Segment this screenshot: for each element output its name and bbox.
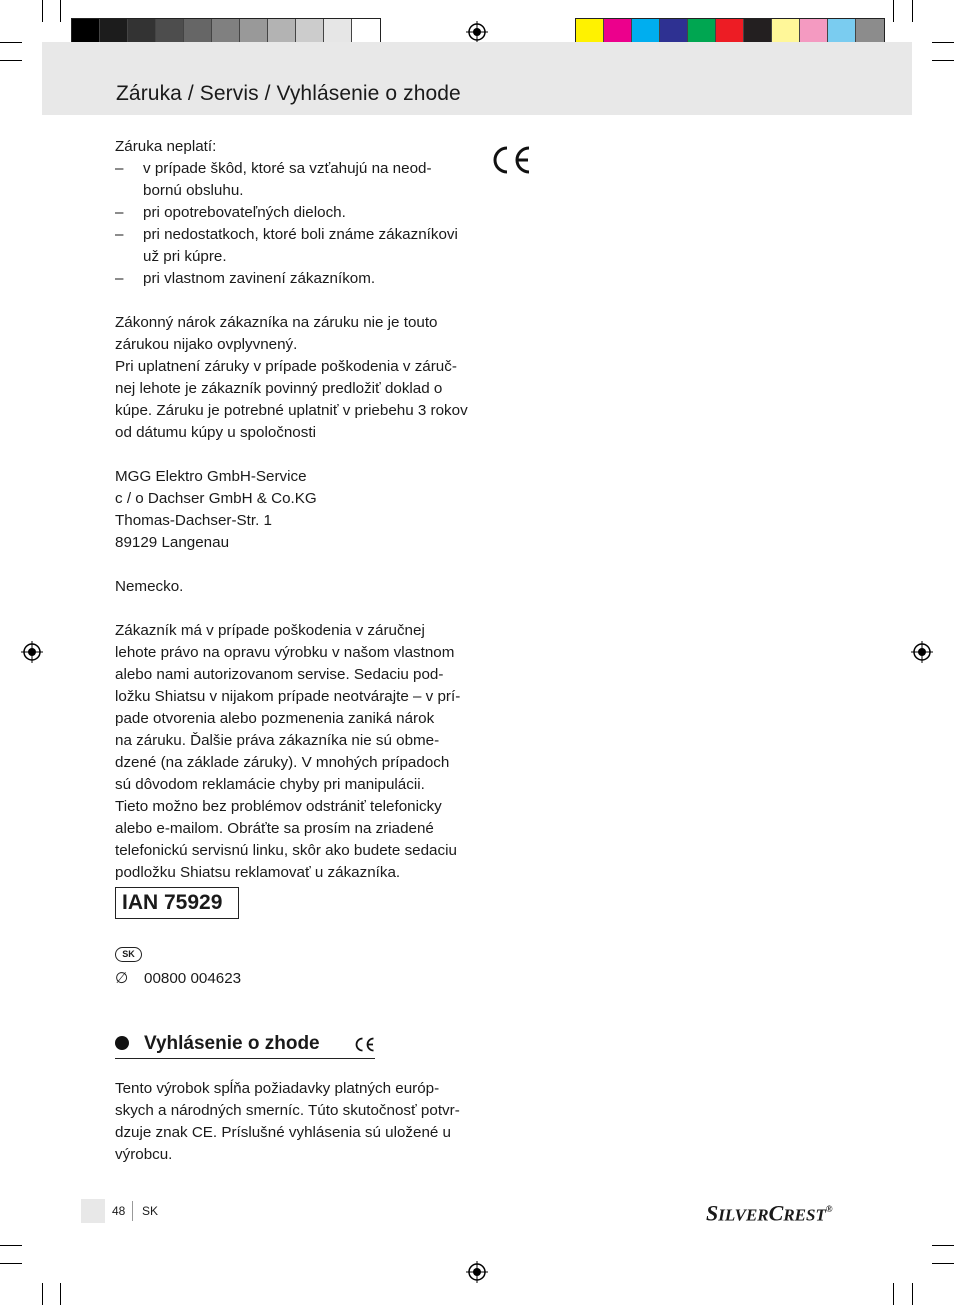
- crop-mark: [932, 60, 954, 61]
- brand-logo: SILVERCREST®: [706, 1200, 833, 1226]
- footer-divider: [132, 1201, 133, 1221]
- text-line: ložku Shiatsu v nijakom prípade neotvárajte – v prí-: [115, 688, 461, 705]
- text-line: alebo e-mailom. Obráťte sa prosím na zriadené: [115, 820, 434, 837]
- crop-mark: [912, 0, 913, 22]
- text-line: Zákonný nárok zákazníka na záruku nie je touto: [115, 314, 438, 331]
- crop-mark: [42, 0, 43, 22]
- text-line: sú dôvodom reklamácie chyby pri manipulácii.: [115, 776, 425, 793]
- text-line: dzené (na základe záruky). V mnohých prípadoch: [115, 754, 450, 771]
- registration-mark-icon: [21, 641, 43, 663]
- color-swatch: [716, 19, 744, 44]
- list-item: – pri nedostatkoch, ktoré boli známe zákazníkovi: [115, 226, 458, 243]
- warranty-section: [115, 136, 475, 884]
- text-line: pade otvorenia alebo pozmenenia zaniká nárok: [115, 710, 435, 727]
- warranty-intro: Záruka neplatí:: [115, 138, 217, 155]
- footer-marker: [81, 1199, 105, 1223]
- color-swatch: [72, 19, 100, 44]
- list-item: – pri opotrebovateľných dieloch.: [115, 204, 346, 221]
- crop-mark: [0, 60, 22, 61]
- grayscale-bar: [71, 18, 381, 45]
- color-swatch: [324, 19, 352, 44]
- text-line: nej lehote je zákazník povinný predložiť doklad o: [115, 380, 443, 397]
- color-swatch: [660, 19, 688, 44]
- ce-mark-icon: [488, 144, 532, 176]
- list-item-continued: už pri kúpre.: [143, 248, 227, 265]
- crop-mark: [893, 1283, 894, 1305]
- list-item: – pri vlastnom zavinení zákazníkom.: [115, 270, 376, 287]
- crop-mark: [932, 1245, 954, 1246]
- text-line: výrobcu.: [115, 1146, 173, 1163]
- address-line: c / o Dachser GmbH & Co.KG: [115, 490, 317, 507]
- text-line: alebo nami autorizovanom servise. Sedaciu pod-: [115, 666, 444, 683]
- address-country: Nemecko.: [115, 578, 184, 595]
- color-swatch: [632, 19, 660, 44]
- ian-number-box: IAN 75929: [115, 887, 239, 919]
- declaration-title: Vyhlásenie o zhode: [144, 1033, 320, 1054]
- text-line: skych a národných smerníc. Túto skutočnosť potvr-: [115, 1102, 460, 1119]
- registration-mark-icon: [911, 641, 933, 663]
- text-line: Tieto možno bez problémov odstrániť telefonicky: [115, 798, 442, 815]
- color-swatch: [688, 19, 716, 44]
- list-item: – v prípade škôd, ktoré sa vzťahujú na neod-: [115, 160, 432, 177]
- declaration-text: [115, 1078, 475, 1166]
- bullet-icon: [115, 1036, 129, 1050]
- color-swatch: [604, 19, 632, 44]
- color-swatch: [772, 19, 800, 44]
- list-item-continued: bornú obsluhu.: [143, 182, 244, 199]
- text-line: podložku Shiatsu reklamovať u zákazníka.: [115, 864, 401, 881]
- crop-mark: [42, 1283, 43, 1305]
- page-header: [42, 42, 912, 115]
- color-swatch: [100, 19, 128, 44]
- phone-icon: ∅: [115, 970, 129, 987]
- color-swatch: [296, 19, 324, 44]
- crop-mark: [0, 1245, 22, 1246]
- crop-mark: [932, 42, 954, 43]
- text-line: telefonickú servisnú linku, skôr ako budete sedaciu: [115, 842, 457, 859]
- color-swatch: [156, 19, 184, 44]
- color-swatch: [828, 19, 856, 44]
- address-line: 89129 Langenau: [115, 534, 230, 551]
- color-swatch: [128, 19, 156, 44]
- text-line: Pri uplatnení záruky v prípade poškodenia v záruč-: [115, 358, 457, 375]
- color-swatch: [352, 19, 380, 44]
- text-line: lehote právo na opravu výrobku v našom vlastnom: [115, 644, 455, 661]
- footer-language: SK: [142, 1204, 159, 1218]
- color-swatch: [744, 19, 772, 44]
- crop-mark: [932, 1263, 954, 1264]
- registration-mark-icon: [466, 21, 488, 43]
- crop-mark: [912, 1283, 913, 1305]
- crop-mark: [60, 1283, 61, 1305]
- process-color-bar: [575, 18, 885, 45]
- page-number: 48: [112, 1204, 126, 1218]
- registration-mark-icon: [466, 1261, 488, 1283]
- text-line: na záruku. Ďalšie práva zákazníka nie sú obme-: [115, 732, 440, 749]
- crop-mark: [893, 0, 894, 22]
- color-swatch: [576, 19, 604, 44]
- color-swatch: [268, 19, 296, 44]
- color-swatch: [800, 19, 828, 44]
- country-badge: SK: [115, 947, 142, 962]
- text-line: Zákazník má v prípade poškodenia v záručnej: [115, 622, 425, 639]
- color-swatch: [212, 19, 240, 44]
- crop-mark: [0, 1263, 22, 1264]
- address-line: Thomas-Dachser-Str. 1: [115, 512, 272, 529]
- text-line: zárukou nijako ovplyvnený.: [115, 336, 298, 353]
- color-swatch: [856, 19, 884, 44]
- page-title: Záruka / Servis / Vyhlásenie o zhode: [116, 82, 461, 105]
- address-line: MGG Elektro GmbH-Service: [115, 468, 307, 485]
- crop-mark: [60, 0, 61, 22]
- color-swatch: [240, 19, 268, 44]
- service-phone-number: 00800 004623: [144, 970, 242, 987]
- text-line: dzuje znak CE. Príslušné vyhlásenia sú uložené u: [115, 1124, 452, 1141]
- declaration-heading: [115, 1030, 375, 1059]
- color-swatch: [184, 19, 212, 44]
- text-line: kúpe. Záruku je potrebné uplatniť v priebehu 3 rokov: [115, 402, 468, 419]
- text-line: Tento výrobok spĺňa požiadavky platných európ-: [115, 1080, 440, 1097]
- text-line: od dátumu kúpy u spoločnosti: [115, 424, 316, 441]
- ce-mark-icon: [353, 1036, 375, 1053]
- crop-mark: [0, 42, 22, 43]
